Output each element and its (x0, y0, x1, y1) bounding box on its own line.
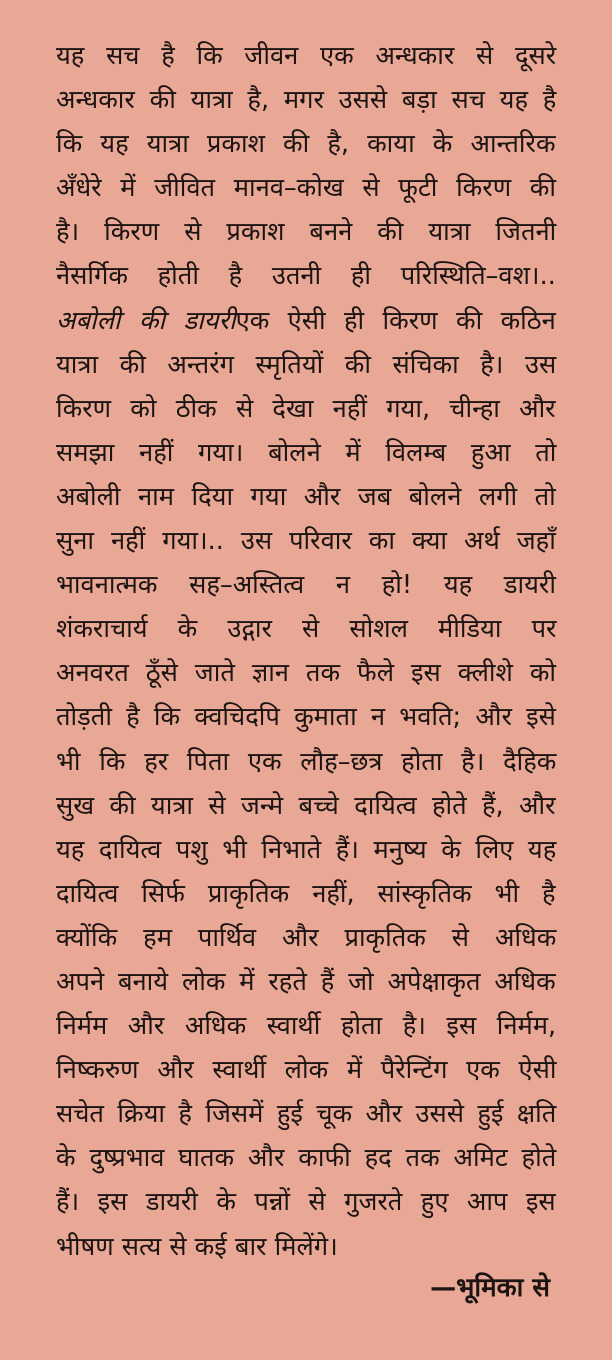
line-content: सुना नहीं गया।.. उस परिवार का क्या अर्थ जहाँ (56, 526, 556, 557)
line-content: नैसर्गिक होती है उतनी ही परिस्थिति–वश।.. (56, 261, 556, 292)
text-line-12 (56, 519, 556, 563)
line-content: निष्करुण और स्वार्थी लोक में पैरेन्टिंग एक ऐसी (56, 1055, 557, 1086)
line-content: के दुष्प्रभाव घातक और काफी हद तक अमिट होते (56, 1143, 557, 1174)
line-content: अन्धकार की यात्रा है, मगर उससे बड़ा सच यह है (56, 85, 557, 116)
line-content: भावनात्मक सह–अस्तित्व न हो! यह डायरी (56, 570, 556, 601)
text-line-9 (56, 387, 556, 431)
line-content: अबोली नाम दिया गया और जब बोलने लगी तो (56, 481, 556, 512)
line-content: शंकराचार्य के उद्गार से सोशल मीडिया पर (56, 614, 557, 645)
text-line-7-rest: एक ऐसी ही किरण की कठिन (235, 305, 556, 336)
text-line-16 (56, 695, 556, 739)
line-content: सचेत क्रिया है जिसमें हुई चूक और उससे हुई क्षति (56, 1099, 557, 1130)
text-line-6 (56, 254, 556, 298)
line-content: तोड़ती है कि क्वचिदपि कुमाता न भवति; और इसे (56, 702, 556, 733)
line-content: निर्मम और अधिक स्वार्थी होता है। इस निर्मम, (56, 1011, 557, 1042)
text-line-28 (56, 1225, 556, 1269)
line-content: सुख की यात्रा से जन्मे बच्चे दायित्व होते हैं, और (56, 790, 556, 821)
text-line-7 (56, 299, 556, 343)
text-line-19 (56, 828, 556, 872)
text-line-18 (56, 784, 556, 828)
text-line-22 (56, 960, 556, 1004)
line-content: क्योंकि हम पार्थिव और प्राकृतिक से अधिक (56, 922, 557, 953)
line-content: कि यह यात्रा प्रकाश की है, काया के आन्तरिक (56, 129, 556, 160)
text-line-11 (56, 475, 556, 519)
line-content: यह सच है कि जीवन एक अन्धकार से दूसरे (56, 41, 557, 71)
signoff-attribution: —भूमिका से (430, 1273, 550, 1303)
text-line-15 (56, 651, 556, 695)
text-line-17 (56, 740, 556, 784)
line-content: अँधेरे में जीवित मानव–कोख से फूटी किरण की (56, 173, 556, 204)
text-line-26 (56, 1136, 556, 1180)
text-line-23 (56, 1004, 556, 1048)
line-content: भीषण सत्य से कई बार मिलेंगे। (56, 1231, 338, 1262)
text-line-10 (56, 431, 556, 475)
line-content: यह दायित्व पशु भी निभाते हैं। मनुष्य के लिए यह (56, 834, 557, 865)
line-content (56, 299, 556, 343)
text-line-27 (56, 1180, 556, 1224)
text-line-14 (56, 607, 556, 651)
text-line-4 (56, 166, 556, 210)
line-content: किरण को ठीक से देखा नहीं गया, चीन्हा और (56, 393, 556, 424)
line-content: यात्रा की अन्तरंग स्मृतियों की संचिका है। उस (56, 349, 557, 380)
line-content: दायित्व सिर्फ प्राकृतिक नहीं, सांस्कृतिक भी है (56, 878, 556, 909)
line-content: है। किरण से प्रकाश बनने की यात्रा जितनी (56, 217, 557, 248)
text-line-3 (56, 122, 556, 166)
preface-text-block (56, 34, 556, 1269)
text-line-5 (56, 210, 556, 254)
text-line-21 (56, 916, 556, 960)
text-line-13 (56, 563, 556, 607)
line-content: अपने बनाये लोक में रहते हैं जो अपेक्षाकृत अधिक (56, 966, 556, 997)
text-line-25 (56, 1092, 556, 1136)
text-line-2 (56, 78, 556, 122)
text-line-20 (56, 872, 556, 916)
line-content: समझा नहीं गया। बोलने में विलम्ब हुआ तो (56, 437, 557, 468)
line-content: हैं। इस डायरी के पन्नों से गुजरते हुए आप इस (56, 1187, 556, 1218)
line-content: भी कि हर पिता एक लौह–छत्र होता है। दैहिक (56, 746, 557, 777)
text-line-24 (56, 1048, 556, 1092)
text-line-1 (56, 34, 556, 78)
book-title: अबोली की डायरी (56, 305, 236, 336)
line-content: अनवरत ठूँसे जाते ज्ञान तक फैले इस क्लीशे को (56, 658, 557, 689)
text-line-8 (56, 343, 556, 387)
